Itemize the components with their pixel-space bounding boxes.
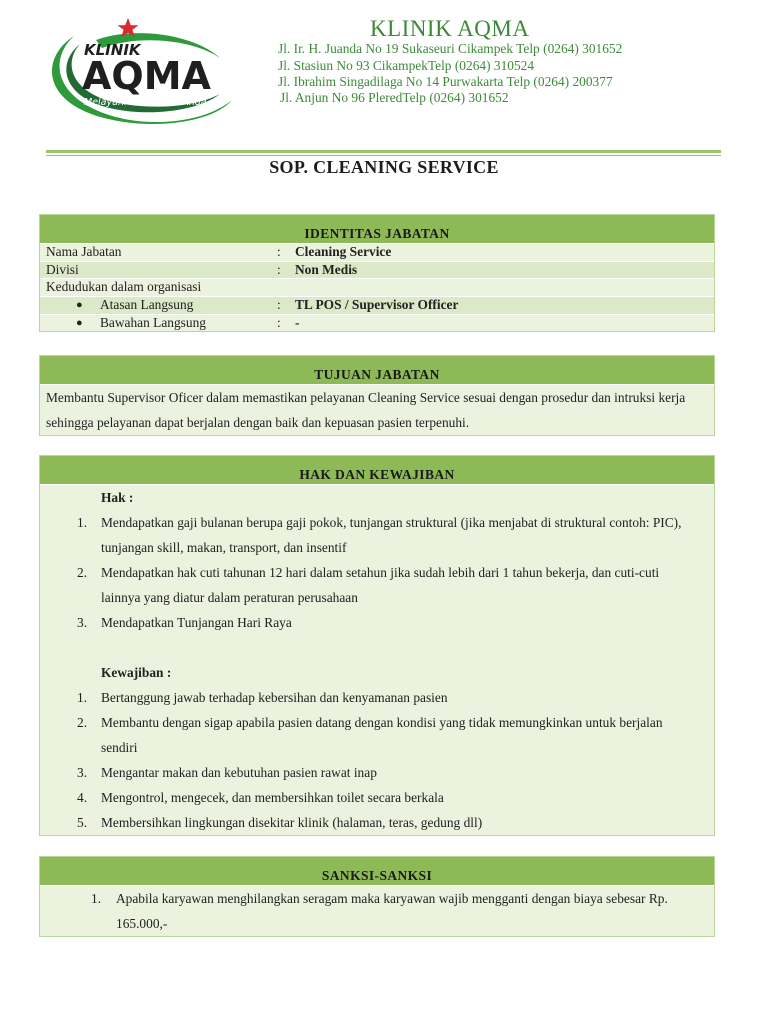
section-heading: SANKSI-SANKSI [321,868,433,883]
address-line: Jl. Anjun No 96 PleredTelp (0264) 301652 [280,90,509,105]
clinic-name: KLINIK AQMA [370,16,530,41]
kewajiban-subheading: Kewajiban : [101,665,172,680]
sanksi-table [39,856,715,937]
row-colon: : [277,261,281,277]
row-label: Nama Jabatan [46,244,122,259]
logo-word-aqma: AQMA [82,54,211,98]
row-colon: : [277,314,281,330]
bullet-icon: ● [76,316,83,329]
item-number: 3. [77,765,88,780]
row-value: Cleaning Service [295,244,392,259]
bullet-icon: ● [76,299,83,312]
item-number: 1. [77,515,88,530]
item-text: Mendapatkan Tunjangan Hari Raya [101,615,292,630]
item-text: Membersihkan lingkungan disekitar klinik (halaman, teras, gedung dll) [101,815,483,830]
item-number: 3. [77,615,88,630]
list-item [40,510,714,560]
item-number: 1. [91,891,102,906]
hak-subheading: Hak : [101,490,134,505]
table-row [40,244,714,262]
klinik-aqma-logo [44,18,236,138]
row-label: Divisi [46,261,79,277]
item-text: Bertanggung jawab terhadap kebersihan dan kenyamanan pasien [101,690,448,705]
item-number: 2. [77,565,88,580]
item-text: Mengantar makan dan kebutuhan pasien rawat inap [101,765,377,780]
list-item [40,560,714,610]
document-title: SOP. CLEANING SERVICE [269,157,499,177]
item-number: 2. [77,715,88,730]
list-item [40,685,714,710]
hak-kewajiban-body [40,485,714,835]
tujuan-jabatan-table [39,355,715,436]
table-row [40,279,714,297]
item-number: 4. [77,790,88,805]
header-divider [46,150,721,153]
section-header [40,857,714,886]
address-line: Jl. Stasiun No 93 CikampekTelp (0264) 310524 [278,58,535,73]
identitas-jabatan-table [39,214,715,332]
list-item [40,810,714,835]
section-heading: IDENTITAS JABATAN [304,226,450,241]
list-item [40,610,714,635]
list-item [40,760,714,785]
table-row [40,315,714,332]
row-label: Kedudukan dalam organisasi [46,279,202,295]
section-heading: HAK DAN KEWAJIBAN [299,467,455,482]
item-text: Mendapatkan hak cuti tahunan 12 hari dalam setahun jika sudah lebih dari 1 tahun bekerja, dan cuti-cuti lainnya yang diatur dalam peraturan perusahaan [101,565,660,605]
row-colon: : [277,297,281,313]
table-row [40,262,714,280]
row-value: - [295,314,300,330]
section-header [40,356,714,385]
header-divider-thin [46,155,721,156]
section-heading: TUJUAN JABATAN [314,367,440,382]
spacer [40,635,714,660]
row-label: Bawahan Langsung [100,314,206,330]
list-item [40,886,714,936]
item-text: Membantu dengan sigap apabila pasien datang dengan kondisi yang tidak memungkinkan untuk berjalan sendiri [101,715,663,755]
logo-word-klinik: KLINIK [84,41,141,59]
address-line: Jl. Ibrahim Singadilaga No 14 Purwakarta Telp (0264) 200377 [278,74,613,89]
list-item [40,710,714,760]
row-value: TL POS / Supervisor Officer [295,297,459,313]
item-text: Mengontrol, mengecek, dan membersihkan toilet secara berkala [101,790,444,805]
row-label: Atasan Langsung [100,297,194,313]
sanksi-body [40,886,714,936]
section-header [40,215,714,244]
item-number: 5. [77,815,88,830]
section-header [40,456,714,485]
logo-tagline: Melayani kesehatan Anda [84,97,207,108]
item-text: Mendapatkan gaji bulanan berupa gaji pokok, tunjangan struktural (jika menjabat di struktural contoh: PIC), tunjangan skill, makan, transport, dan insentif [101,515,682,555]
tujuan-text: Membantu Supervisor Oficer dalam memastikan pelayanan Cleaning Service sesuai dengan prosedur dan intruksi kerja sehingga pelayanan dapat berjalan dengan baik dan kepuasan pasien terpenuhi. [46,390,686,430]
row-colon: : [277,244,281,259]
row-value: Non Medis [295,261,358,277]
hak-kewajiban-table [39,455,715,836]
item-number: 1. [77,690,88,705]
item-text: Apabila karyawan menghilangkan seragam maka karyawan wajib mengganti dengan biaya sebesar Rp. 165.000,- [116,891,668,931]
table-row [40,297,714,315]
list-item [40,785,714,810]
address-line: Jl. Ir. H. Juanda No 19 Sukaseuri Cikampek Telp (0264) 301652 [278,41,623,56]
